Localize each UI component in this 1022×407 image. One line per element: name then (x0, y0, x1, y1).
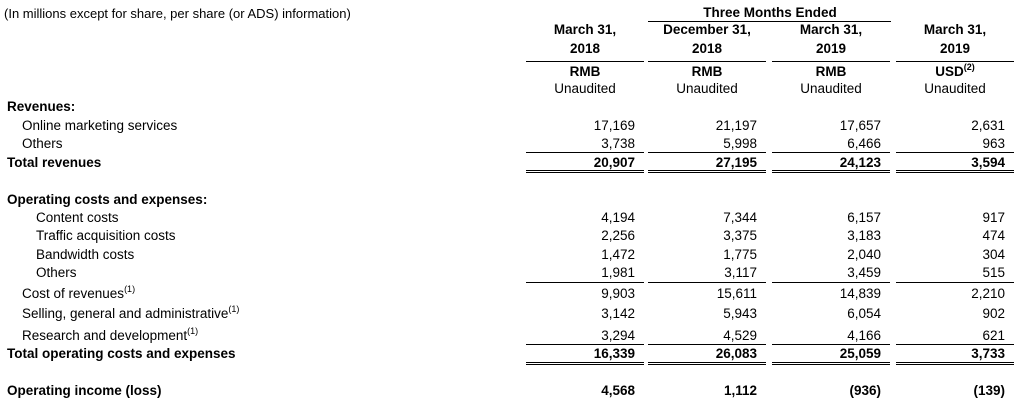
row-value: 474 (982, 228, 1005, 243)
column-date-line2: 2019 (939, 41, 971, 56)
row-value: 2,040 (847, 247, 881, 262)
subtotal-rule (896, 152, 1014, 153)
column-currency: USD$^{(2)}$ (935, 62, 975, 79)
row-label: Total revenues (7, 155, 102, 170)
total-double-rule (772, 362, 890, 365)
column-status: Unaudited (554, 81, 616, 96)
row-value: 16,339 (593, 346, 635, 361)
row-value: 621 (982, 328, 1005, 343)
subtotal-rule (896, 344, 1014, 345)
total-double-rule (648, 170, 766, 173)
total-double-rule (896, 170, 1014, 173)
row-value: 7,344 (723, 210, 757, 225)
row-value: 20,907 (593, 155, 635, 170)
row-value: 25,059 (839, 346, 881, 361)
total-double-rule (648, 362, 766, 365)
row-value: 17,169 (593, 118, 635, 133)
column-date-line2: 2019 (815, 41, 847, 56)
row-label: Online marketing services (22, 118, 178, 133)
row-value: 5,943 (723, 306, 757, 321)
row-value: 6,466 (847, 136, 881, 151)
row-value: 3,738 (601, 136, 635, 151)
footnote-marker: (1) (228, 304, 240, 314)
row-value: 3,294 (601, 328, 635, 343)
row-label: Revenues: (7, 99, 76, 114)
row-value: (139) (973, 383, 1005, 398)
row-value: 6,157 (847, 210, 881, 225)
subtotal-rule (526, 152, 644, 153)
row-value: 3,183 (847, 228, 881, 243)
subtotal-rule (896, 282, 1014, 283)
column-status: Unaudited (924, 81, 986, 96)
row-value: 6,054 (847, 306, 881, 321)
row-value: 304 (982, 247, 1005, 262)
column-currency: RMB (815, 64, 847, 79)
subtotal-rule (526, 344, 644, 345)
units-note: (In millions except for share, per share (or ADS) information) (4, 6, 351, 21)
row-label: Total operating costs and expenses (7, 346, 236, 361)
column-date-line1: December 31, (663, 22, 751, 37)
row-label: Selling, general and administrative$^{(1)}$ (22, 304, 240, 321)
footnote-marker: (1) (124, 284, 136, 294)
column-date-line2: 2018 (691, 41, 723, 56)
row-value: 14,839 (839, 286, 881, 301)
row-value: 4,568 (601, 383, 635, 398)
column-status: Unaudited (676, 81, 738, 96)
row-value: 21,197 (715, 118, 757, 133)
row-value: 3,375 (723, 228, 757, 243)
subtotal-rule (526, 282, 644, 283)
row-value: 3,117 (724, 265, 757, 280)
row-value: 1,775 (723, 247, 757, 262)
header-rule (772, 61, 890, 62)
row-value: 3,733 (971, 346, 1005, 361)
row-value: 26,083 (715, 346, 757, 361)
subtotal-rule (648, 344, 766, 345)
row-value: 15,611 (716, 286, 757, 301)
row-label: Cost of revenues$^{(1)}$ (22, 284, 136, 301)
row-value: 24,123 (839, 155, 881, 170)
subtotal-rule (648, 152, 766, 153)
row-value: 1,981 (601, 265, 635, 280)
row-value: 17,657 (839, 118, 881, 133)
row-value: 902 (982, 306, 1005, 321)
row-label: Research and development$^{(1)}$ (22, 326, 199, 343)
row-value: 27,195 (715, 155, 757, 170)
row-label: Traffic acquisition costs (36, 228, 176, 243)
subtotal-rule (772, 282, 890, 283)
footnote-marker: (1) (187, 326, 199, 336)
column-date-line1: March 31, (923, 22, 987, 37)
row-value: 1,112 (723, 383, 757, 398)
column-currency: RMB (691, 64, 723, 79)
total-double-rule (526, 170, 644, 173)
column-date-line1: March 31, (799, 22, 863, 37)
row-value: 2,256 (601, 228, 635, 243)
subtotal-rule (772, 152, 890, 153)
total-double-rule (772, 170, 890, 173)
header-rule (526, 61, 644, 62)
row-value: 2,210 (971, 286, 1005, 301)
column-date-line1: March 31, (553, 22, 617, 37)
row-label: Bandwidth costs (36, 247, 135, 262)
column-currency: RMB (569, 64, 601, 79)
row-value: 963 (982, 136, 1005, 151)
row-label: Others (36, 265, 77, 280)
total-double-rule (526, 362, 644, 365)
subtotal-rule (648, 282, 766, 283)
subtotal-rule (772, 344, 890, 345)
row-label: Operating costs and expenses: (7, 192, 208, 207)
row-value: 2,631 (971, 118, 1005, 133)
header-rule (896, 61, 1014, 62)
row-value: 4,194 (601, 210, 635, 225)
row-value: 917 (982, 210, 1005, 225)
header-rule (648, 61, 766, 62)
row-value: 9,903 (601, 286, 635, 301)
row-value: 3,142 (601, 306, 635, 321)
row-label: Content costs (36, 210, 119, 225)
row-label: Operating income (loss) (7, 383, 162, 398)
period-span-title: Three Months Ended (703, 5, 837, 20)
row-value: 4,166 (847, 328, 881, 343)
row-value: 4,529 (723, 328, 757, 343)
row-value: 5,998 (723, 136, 757, 151)
column-status: Unaudited (800, 81, 862, 96)
row-value: 3,459 (847, 265, 881, 280)
row-value: (936) (849, 383, 881, 398)
column-date-line2: 2018 (569, 41, 601, 56)
row-label: Others (22, 136, 63, 151)
row-value: 3,594 (971, 155, 1005, 170)
row-value: 1,472 (601, 247, 635, 262)
row-value: 515 (982, 265, 1005, 280)
total-double-rule (896, 362, 1014, 365)
